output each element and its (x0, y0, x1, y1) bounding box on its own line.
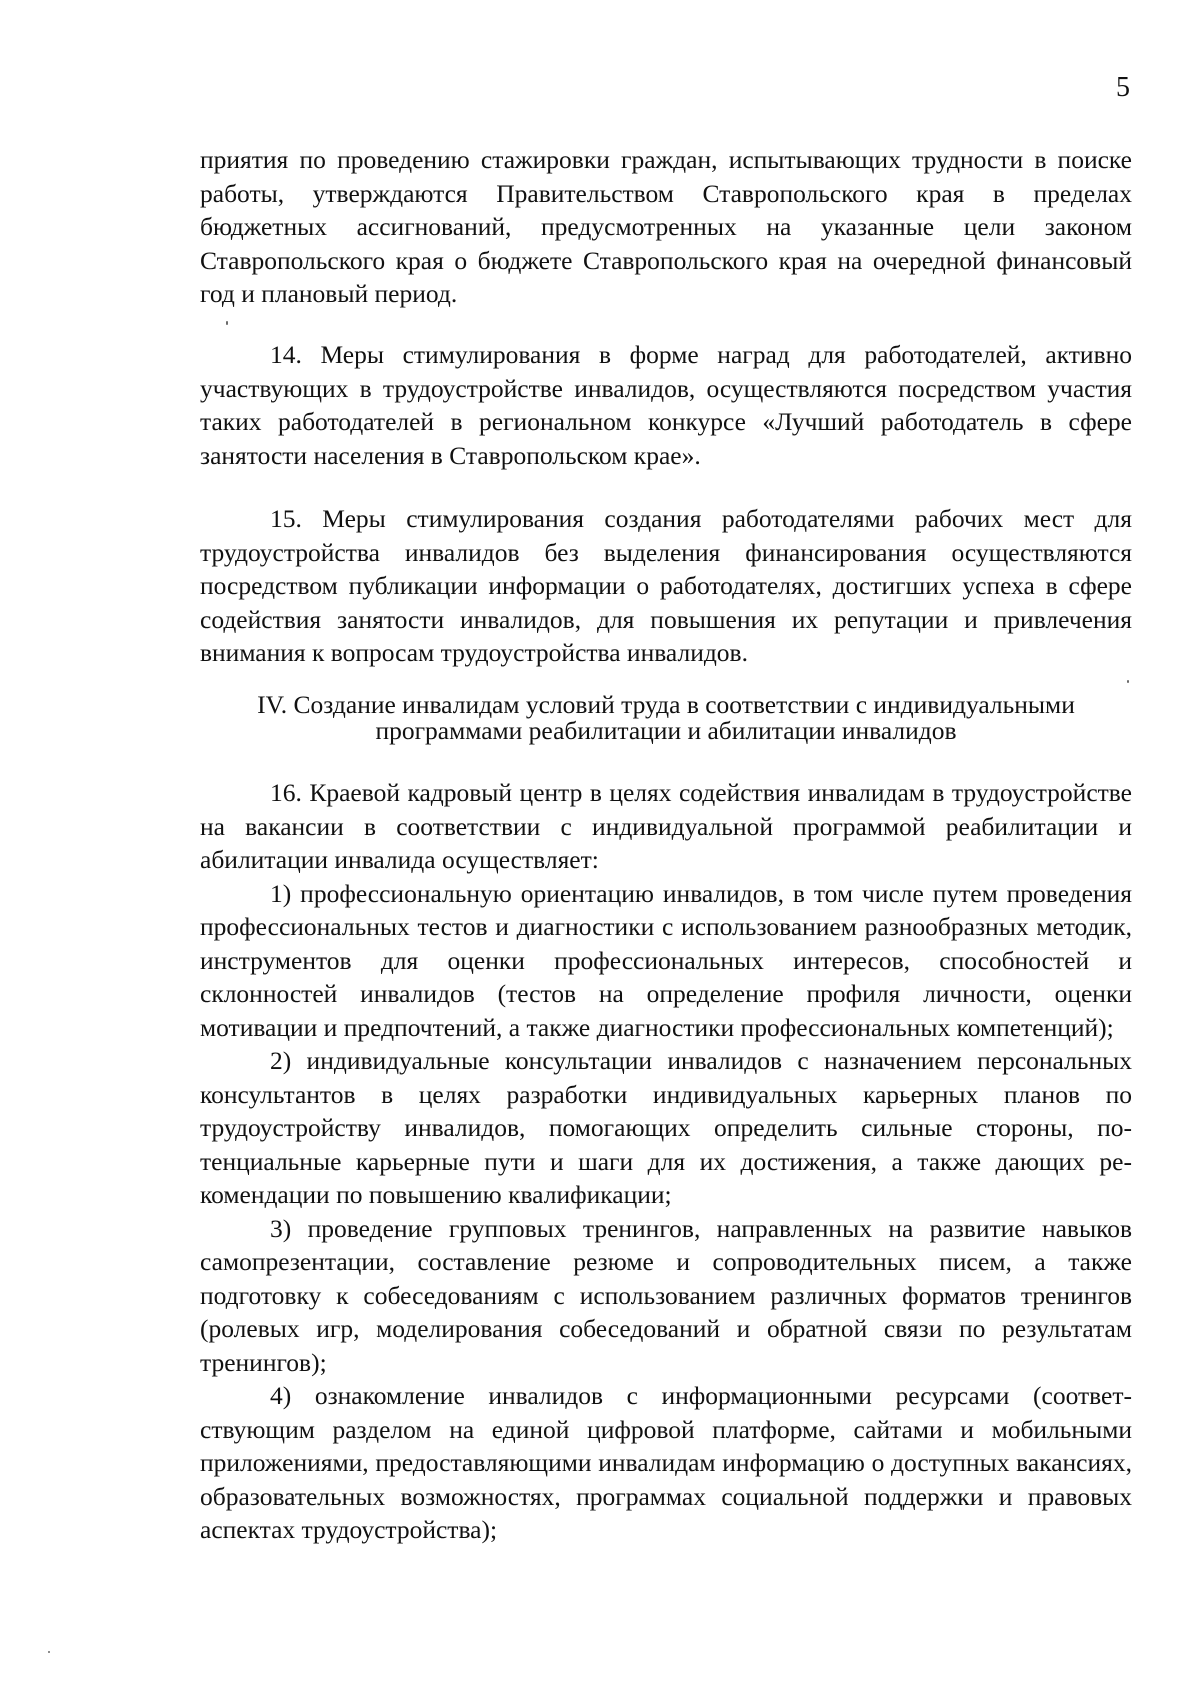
paragraph-15: 15. Меры стимулирования создания работодателями рабочих мест для трудоустройства инвалидов без выделения финансирования осуществляются посредством публикации информации о работодателях, достигших успеха в сфере содействия занятости инвалидов, для повышения их репутации и привлечения внимания к вопросам трудоустройства инвалидов. (200, 504, 1132, 667)
section-heading (200, 692, 1132, 744)
paragraph-14: 14. Меры стимулирования в форме наград для работодателей, активно участвующих в трудоустройстве инвалидов, осуществляются посредством участия таких работодателей в региональном конкурсе «Лучший работодатель в сфере занятости населения в Ставропольском крае». (200, 340, 1132, 470)
section-body (200, 776, 1132, 1547)
paragraph-14-block (200, 338, 1132, 472)
list-item-3: 3) проведение групповых тренингов, направленных на развитие навыков самопрезентации, составление резюме и сопроводительных писем, а также подготовку к собеседованиям с использованием различных форматов тренингов (ролевых игр, моделирования собеседований и обратной связи по результатам тренингов); (200, 1213, 1132, 1377)
section-heading-line-2: программами реабилитации и абилитации инвалидов (375, 716, 957, 745)
scan-speck (226, 321, 228, 325)
page-number: 5 (1116, 72, 1130, 103)
scan-speck (1127, 680, 1129, 683)
list-item-2: 2) индивидуальные консультации инвалидов с назначением персональных консультантов в целях разработки индивидуальных карьерных планов по трудоустройству инвалидов, помогающих определить сильные стороны, потенциальные карьерные пути и шаги для их достижения, а также дающих рекомендации по повышению квалификации; (200, 1046, 1132, 1209)
section-heading-line-1: IV. Создание инвалидам условий труда в соответствии с индивидуальными (257, 690, 1075, 719)
paragraph-16: 16. Краевой кадровый центр в целях содействия инвалидам в трудоустройстве на вакансии в соответствии с индивидуальной программой реабилитации и абилитации инвалида осуществляет: (200, 778, 1132, 874)
list-item-4: 4) ознакомление инвалидов с информационными ресурсами (соответствующим разделом на единой цифровой платформе, сайтами и мобильными приложениями, предоставляющими инвалидам информацию о доступных вакансиях, образовательных возможностях, программах социальной поддержки и правовых аспектах трудоустройства); (200, 1381, 1132, 1544)
scan-speck (48, 1651, 50, 1653)
list-item-1: 1) профессиональную ориентацию инвалидов, в том числе путем проведения профессиональных тестов и диагностики с использованием разнообразных методик, инструментов для оценки профессиональных интересов, способностей и склонностей инвалидов (тестов на определение профиля личности, оценки мотивации и предпочтений, а также диагностики профессиональных компетенций); (200, 878, 1132, 1042)
paragraph-intro-block (200, 143, 1132, 311)
paragraph-intro: приятия по проведению стажировки граждан, испытывающих трудности в поиске работы, утверждаются Правительством Ставропольского края в пределах бюджетных ассигнований, предусмотренных на указанные цели законом Ставропольского края о бюджете Ставропольского края на очередной финансовый год и плановый период. (200, 145, 1132, 308)
paragraph-15-block (200, 502, 1132, 670)
